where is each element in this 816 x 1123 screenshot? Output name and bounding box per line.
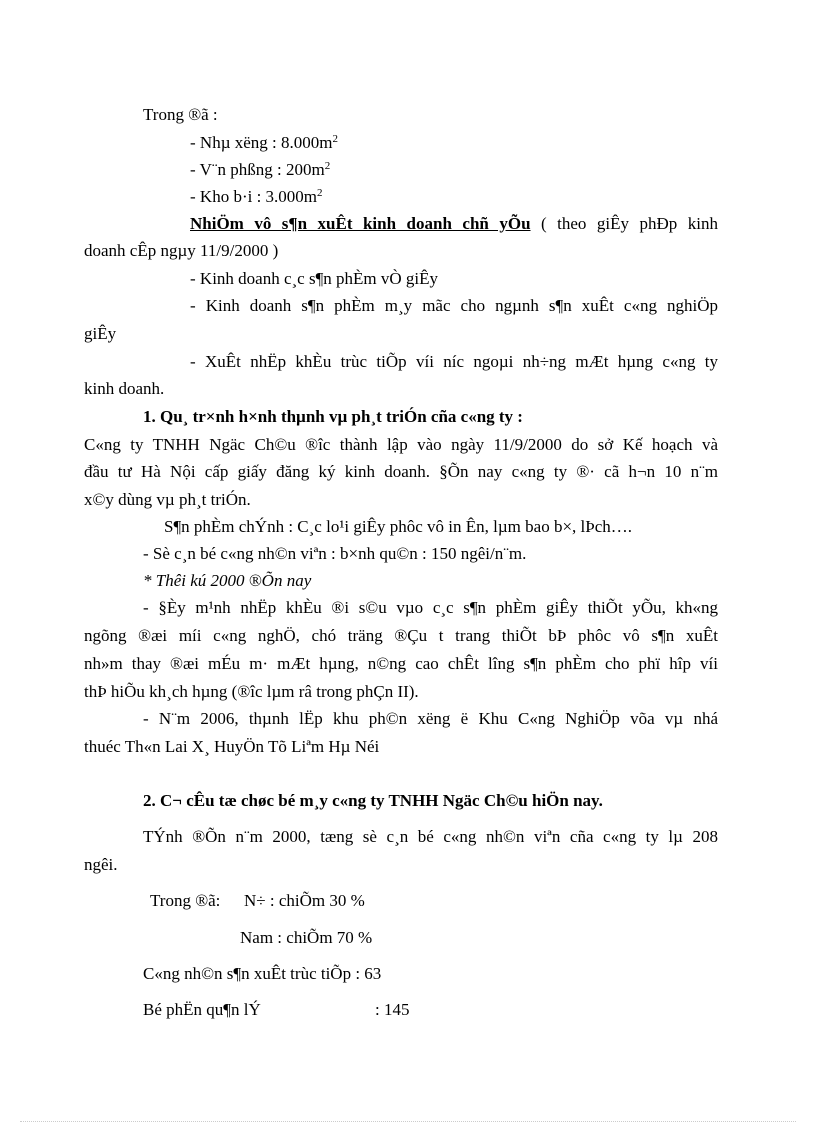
text-line: C«ng ty TNHH Ngäc Ch©u ®îc thành lập vào ngày 11/9/2000 do sở Kế hoạch và bbox=[84, 435, 718, 454]
text-line: nh»m thay ®æi mÉu m· mÆt hµng, n©ng cao chÊt lîng s¶n phÈm cho phï hîp víi bbox=[84, 654, 718, 673]
text-line: thÞ hiÕu kh¸ch hµng (®îc lµm râ trong phÇn II). bbox=[84, 682, 419, 701]
page-bottom-divider bbox=[20, 1121, 796, 1122]
section-heading-1: 1. Qu¸ tr×nh h×nh thµnh vµ ph¸t triÓn cña c«ng ty : bbox=[143, 407, 523, 426]
text-line: giÊy bbox=[84, 324, 117, 343]
text-line: ngêi. bbox=[84, 855, 118, 874]
area-workshop: - Nhµ xëng : $8.000m^2$ bbox=[190, 133, 338, 152]
text-line: - §Èy m¹nh nhËp khÈu ®i s©u vµo c¸c s¶n phÈm giÊy thiÕt yÕu, kh«ng bbox=[143, 598, 718, 617]
text-line: - Kinh doanh c¸c s¶n phÈm vÒ giÊy bbox=[190, 269, 439, 288]
text-line: x©y dùng vµ ph¸t triÓn. bbox=[84, 490, 251, 509]
direct-workers: C«ng nh©n s¶n xuÊt trùc tiÕp : 63 bbox=[143, 964, 382, 983]
task-heading-line: NhiÖm vô s¶n xuÊt kinh doanh chñ yÕu ( theo giÊy phÐp kinh bbox=[190, 214, 718, 233]
area-warehouse: - Kho b·i : $3.000m^2$ bbox=[190, 187, 323, 206]
text-line: S¶n phÈm chÝnh : C¸c lo¹i giÊy phôc vô in Ên, lµm bao b×, lÞch…. bbox=[164, 517, 633, 536]
management-label: Bé phËn qu¶n lÝ bbox=[143, 1000, 261, 1019]
period-heading: * Thêi kú 2000 ®Õn nay bbox=[143, 571, 312, 590]
text-line: - XuÊt nhËp khÈu trùc tiÕp víi níc ngoµi nh÷ng mÆt hµng c«ng ty bbox=[190, 352, 718, 371]
text-line: thuéc Th«n Lai X¸ HuyÖn Tõ Liªm Hµ Néi bbox=[84, 737, 380, 756]
text-line: - N¨m 2006, thµnh lËp khu ph©n xëng ë Khu C«ng NghiÖp võa vµ nhá bbox=[143, 709, 718, 728]
text-line: kinh doanh. bbox=[84, 379, 165, 398]
section-heading-2: 2. C¬ cÊu tæ chøc bé m¸y c«ng ty TNHH Ngäc Ch©u hiÖn nay. bbox=[143, 791, 603, 810]
area-office: - V¨n phßng : $200m^2$ bbox=[190, 160, 331, 179]
text-line: - Sè c¸n bé c«ng nh©n viªn : b×nh qu©n : 150 ngêi/n¨m. bbox=[143, 544, 527, 563]
text-line: TÝnh ®Õn n¨m 2000, tæng sè c¸n bé c«ng nh©n viªn cña c«ng ty lµ 208 bbox=[143, 827, 718, 846]
male-share: Nam : chiÕm 70 % bbox=[240, 928, 373, 947]
text-line: Trong ®ã : bbox=[143, 105, 218, 124]
label-among: Trong ®ã: bbox=[150, 891, 221, 910]
text-line: đầu tư Hà Nội cấp giấy đăng ký kinh doanh. §Õn nay c«ng ty ®· cã h¬n 10 n¨m bbox=[84, 462, 718, 481]
management-count: : 145 bbox=[375, 1000, 410, 1019]
text-line: doanh cÊp ngµy 11/9/2000 ) bbox=[84, 241, 279, 260]
female-share: N÷ : chiÕm 30 % bbox=[244, 891, 365, 910]
text-line: ngõng ®æi míi c«ng nghÖ, chó träng ®Çu t trang thiÕt bÞ phôc vô s¶n xuÊt bbox=[84, 626, 718, 645]
text-line: - Kinh doanh s¶n phÈm m¸y mãc cho ngµnh s¶n xuÊt c«ng nghiÖp bbox=[190, 296, 718, 315]
